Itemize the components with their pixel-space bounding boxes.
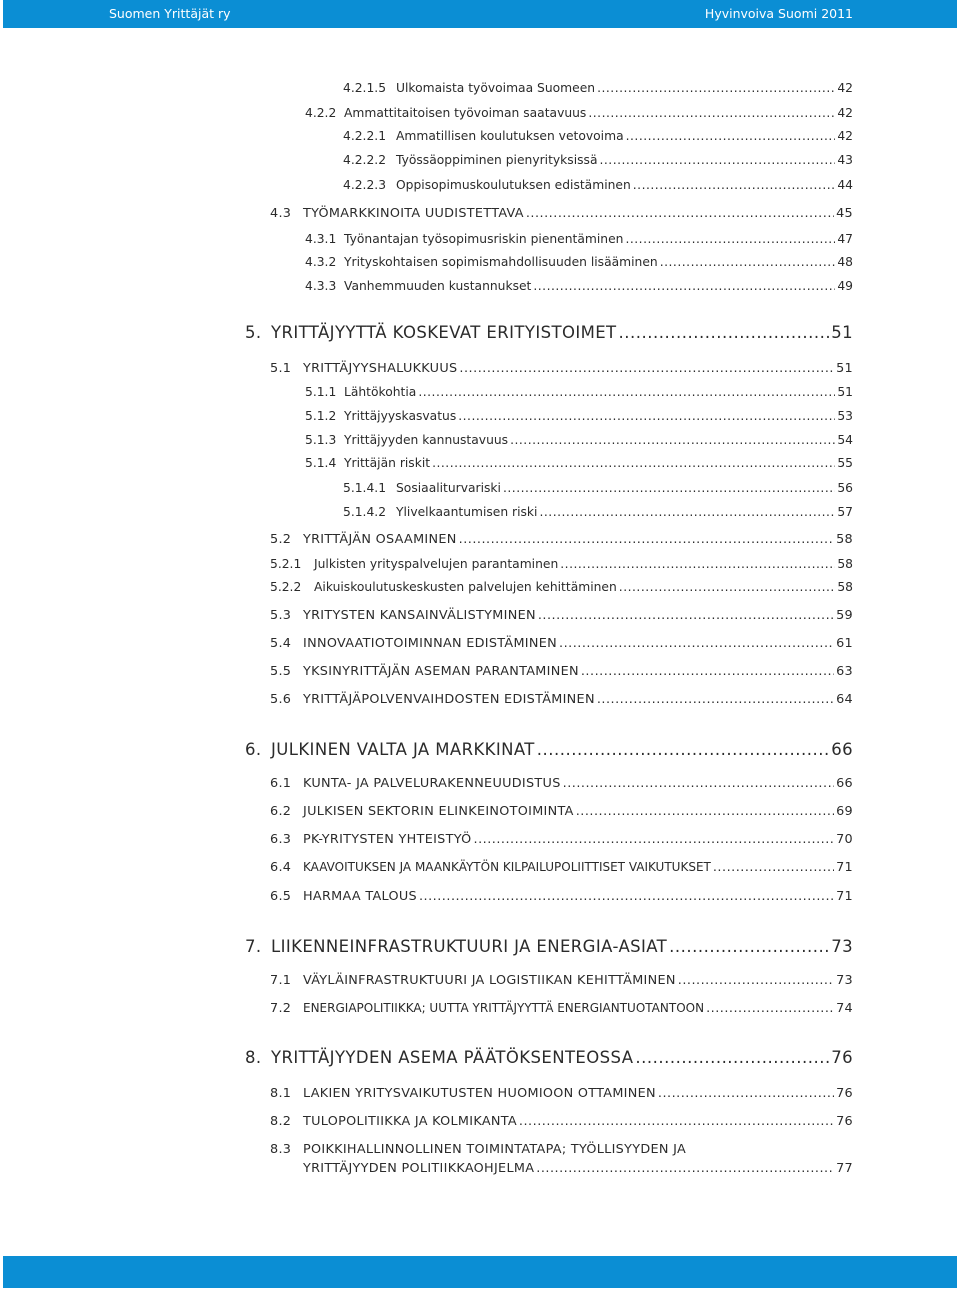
dot-leader [536,1161,834,1176]
toc-entry-title: ENERGIAPOLITIIKKA; UUTTA YRITTÄJYYTTÄ ENERGIANTUOTANTOON [303,1001,705,1015]
toc-entry-number: 4.2.2.3 [343,178,387,192]
toc-entry-title: Työssäoppiminen pienyrityksissä [396,153,598,167]
dot-leader [537,740,829,759]
toc-entry-title: JULKINEN VALTA JA MARKKINAT [271,740,535,759]
toc-entry-page: 51 [831,323,853,342]
dot-leader [418,385,835,399]
dot-leader [633,178,836,192]
dot-leader [713,860,834,875]
toc-entry-number: 5.5 [270,664,292,679]
toc-entry[interactable] [270,664,853,679]
toc-entry-title: PK-YRITYSTEN YHTEISTYÖ [303,832,472,847]
toc-entry-title: LIIKENNEINFRASTRUKTUURI JA ENERGIA-ASIAT [271,937,668,956]
toc-entry-page: 66 [836,776,853,791]
toc-entry-title: Vanhemmuuden kustannukset [344,279,532,293]
toc-entry-page: 48 [837,255,853,269]
dot-leader [669,937,829,956]
toc-entry-number: 4.2.2.1 [343,129,387,143]
dot-leader [519,1114,834,1129]
toc-entry-page: 76 [836,1114,853,1129]
dot-leader [526,206,834,221]
toc-entry[interactable] [343,153,853,167]
toc-chapter[interactable] [245,937,853,956]
toc-entry-page: 51 [837,385,853,399]
toc-entry[interactable] [270,1114,853,1129]
toc-entry-number: 5.1.4.2 [343,505,387,519]
toc-entry-title: Oppisopimuskoulutuksen edistäminen [396,178,631,192]
toc-entry-title: Julkisten yrityspalvelujen parantaminen [314,557,559,571]
dot-leader [533,279,835,293]
toc-entry[interactable] [270,1001,853,1016]
dot-leader [635,1048,829,1067]
toc-entry[interactable] [343,81,853,95]
toc-entry-page: 56 [837,481,853,495]
toc-entry-title: Ulkomaista työvoimaa Suomeen [396,81,596,95]
footer-bar [3,1256,957,1288]
toc-entry-title: Yrityskohtaisen sopimismahdollisuuden lisääminen [344,255,658,269]
toc-entry-page: 58 [837,557,853,571]
toc-entry-page: 73 [836,973,853,988]
toc-entry-title: INNOVAATIOTOIMINNAN EDISTÄMINEN [303,636,558,651]
toc-entry-number: 6. [245,740,262,759]
toc-entry-title: YRITTÄJYYTTÄ KOSKEVAT ERITYISTOIMET [271,323,617,342]
toc-entry-title: Lähtökohtia [344,385,417,399]
toc-entry-page: 49 [837,279,853,293]
toc-entry-number: 4.3.2 [305,255,337,269]
toc-entry-page: 64 [836,692,853,707]
dot-leader [474,832,835,847]
toc-entry-title: YRITTÄJYYDEN POLITIIKKAOHJELMA [303,1161,535,1176]
toc-entry-title: YKSINYRITTÄJÄN ASEMAN PARANTAMINEN [303,664,579,679]
dot-leader [576,804,834,819]
toc-entry-title: YRITYSTEN KANSAINVÄLISTYMINEN [303,608,536,623]
toc-entry-page: 77 [836,1161,853,1176]
dot-leader [625,232,835,246]
toc-entry[interactable] [270,557,853,571]
toc-entry[interactable] [305,385,853,399]
toc-entry-number: 5.2.2 [270,580,302,594]
toc-entry-page: 47 [837,232,853,246]
dot-leader [538,608,834,623]
dot-leader [658,1086,834,1101]
dot-leader [419,889,834,904]
toc-entry[interactable] [270,206,853,221]
toc-entry-title: KUNTA- JA PALVELURAKENNEUUDISTUS [303,776,561,791]
dot-leader [588,106,835,120]
toc-entry-number: 8.1 [270,1086,292,1101]
dot-leader [660,255,836,269]
toc-entry[interactable] [270,1086,853,1101]
toc-entry[interactable] [270,973,853,988]
header-left-text: Suomen Yrittäjät ry [109,6,231,21]
toc-entry-title: HARMAA TALOUS [303,889,417,904]
toc-entry[interactable] [270,1142,853,1157]
toc-entry-number: 4.3.1 [305,232,337,246]
toc-entry-title: Yrittäjyyden kannustavuus [344,433,509,447]
toc-entry-number: 7. [245,937,262,956]
dot-leader [619,323,830,342]
toc-entry[interactable] [305,433,853,447]
toc-entry-title: Yrittäjän riskit [344,456,431,470]
toc-entry-title: TULOPOLITIIKKA JA KOLMIKANTA [303,1114,517,1129]
toc-entry-title: Ammatillisen koulutuksen vetovoima [396,129,624,143]
header-bar [3,0,957,28]
toc-entry-title: Yrittäjyyskasvatus [344,409,457,423]
toc-entry-page: 54 [837,433,853,447]
toc-entry-number: 5.1.4.1 [343,481,387,495]
toc-entry-title: JULKISEN SEKTORIN ELINKEINOTOIMINTA [303,804,574,819]
toc-entry-title: Työnantajan työsopimusriskin pienentäminen [344,232,624,246]
toc-entry-number: 4.3 [270,206,292,221]
toc-entry[interactable] [270,889,853,904]
toc-entry-number: 6.4 [270,860,292,875]
toc-entry-page: 44 [837,178,853,192]
toc-entry-number: 7.2 [270,1001,292,1016]
toc-entry-title: VÄYLÄINFRASTRUKTUURI JA LOGISTIIKAN KEHITTÄMINEN [303,973,676,988]
toc-entry-continuation[interactable] [303,1161,853,1176]
toc-entry[interactable] [270,636,853,651]
dot-leader [539,505,835,519]
toc-entry-page: 58 [836,532,853,547]
toc-entry-title: LAKIEN YRITYSVAIKUTUSTEN HUOMIOON OTTAMINEN [303,1086,656,1101]
toc-entry[interactable] [270,532,853,547]
dot-leader [559,636,834,651]
toc-entry-number: 5.1.2 [305,409,337,423]
toc-entry-number: 5.4 [270,636,292,651]
toc-entry[interactable] [305,106,853,120]
toc-entry[interactable] [305,255,853,269]
dot-leader [563,776,834,791]
toc-entry-page: 42 [837,81,853,95]
toc-entry-page: 43 [837,153,853,167]
dot-leader [459,361,834,376]
toc-entry-number: 8.2 [270,1114,292,1129]
toc-entry-title: POIKKIHALLINNOLLINEN TOIMINTATAPA; TYÖLLISYYDEN JA [303,1142,687,1157]
toc-entry-page: 58 [837,580,853,594]
toc-entry-title: Aikuiskoulutuskeskusten palvelujen kehittäminen [314,580,617,594]
toc-entry-title: TYÖMARKKINOITA UUDISTETTAVA [303,206,524,221]
dot-leader [581,664,834,679]
toc-entry-title: YRITTÄJÄN OSAAMINEN [303,532,457,547]
toc-entry-page: 45 [836,206,853,221]
toc-entry-title: KAAVOITUKSEN JA MAANKÄYTÖN KILPAILUPOLIITTISET VAIKUTUKSET [303,860,711,874]
dot-leader [597,81,835,95]
toc-entry-number: 5.2.1 [270,557,302,571]
toc-entry[interactable] [305,409,853,423]
toc-entry-page: 55 [837,456,853,470]
toc-entry-page: 63 [836,664,853,679]
toc-entry-number: 5.2 [270,532,292,547]
dot-leader [560,557,835,571]
toc-entry-page: 59 [836,608,853,623]
dot-leader [597,692,834,707]
toc-entry-number: 5.1.3 [305,433,337,447]
toc-entry-number: 7.1 [270,973,292,988]
toc-entry-title: Ammattitaitoisen työvoiman saatavuus [344,106,587,120]
toc-entry-page: 51 [836,361,853,376]
toc-entry-number: 8. [245,1048,262,1067]
toc-entry-number: 6.2 [270,804,292,819]
toc-entry[interactable] [343,481,853,495]
toc-entry-number: 8.3 [270,1142,292,1157]
toc-entry-number: 4.2.2.2 [343,153,387,167]
dot-leader [510,433,835,447]
toc-entry-page: 61 [836,636,853,651]
toc-entry-number: 6.1 [270,776,292,791]
toc-entry[interactable] [305,232,853,246]
toc-entry[interactable] [343,129,853,143]
dot-leader [599,153,835,167]
toc-entry[interactable] [270,692,853,707]
toc-entry-page: 53 [837,409,853,423]
toc-entry-page: 42 [837,129,853,143]
dot-leader [626,129,836,143]
toc-entry-number: 5.6 [270,692,292,707]
toc-entry-page: 69 [836,804,853,819]
toc-entry[interactable] [270,361,853,376]
dot-leader [678,973,834,988]
toc-chapter[interactable] [245,1048,853,1067]
toc-entry-number: 6.3 [270,832,292,847]
toc-entry-title: Sosiaaliturvariski [396,481,501,495]
toc-chapter[interactable] [245,740,853,759]
toc-entry-number: 5. [245,323,262,342]
toc-entry-title: YRITTÄJYYDEN ASEMA PÄÄTÖKSENTEOSSA [271,1048,634,1067]
toc-entry[interactable] [343,178,853,192]
toc-entry-number: 5.3 [270,608,292,623]
toc-entry[interactable] [270,608,853,623]
toc-entry-page: 71 [836,889,853,904]
toc-entry[interactable] [270,860,853,875]
toc-entry-number: 6.5 [270,889,292,904]
toc-entry-page: 66 [831,740,853,759]
dot-leader [432,456,835,470]
toc-entry[interactable] [305,456,853,470]
dot-leader [459,532,834,547]
toc-entry[interactable] [270,580,853,594]
toc-chapter[interactable] [245,323,853,342]
toc-entry[interactable] [270,776,853,791]
toc-entry-page: 42 [837,106,853,120]
toc-entry-number: 4.3.3 [305,279,337,293]
toc-entry-page: 71 [836,860,853,875]
toc-entry[interactable] [305,279,853,293]
toc-entry-page: 73 [831,937,853,956]
header-right-text: Hyvinvoiva Suomi 2011 [704,6,853,21]
toc-entry-number: 5.1.1 [305,385,337,399]
dot-leader [458,409,835,423]
toc-entry-number: 4.2.2 [305,106,337,120]
toc-entry-number: 4.2.1.5 [343,81,387,95]
toc-entry-page: 57 [837,505,853,519]
dot-leader [503,481,835,495]
toc-entry[interactable] [343,505,853,519]
toc-entry[interactable] [270,832,853,847]
dot-leader [619,580,836,594]
toc-entry-title: Ylivelkaantumisen riski [396,505,538,519]
toc-entry-title: YRITTÄJYYSHALUKKUUS [303,361,458,376]
toc-entry[interactable] [270,804,853,819]
dot-leader [706,1001,834,1016]
toc-entry-page: 74 [836,1001,853,1016]
toc-entry-title: YRITTÄJÄPOLVENVAIHDOSTEN EDISTÄMINEN [303,692,595,707]
toc-entry-number: 5.1 [270,361,292,376]
toc-entry-page: 76 [831,1048,853,1067]
toc-entry-page: 76 [836,1086,853,1101]
toc-entry-number: 5.1.4 [305,456,337,470]
toc-entry-page: 70 [836,832,853,847]
